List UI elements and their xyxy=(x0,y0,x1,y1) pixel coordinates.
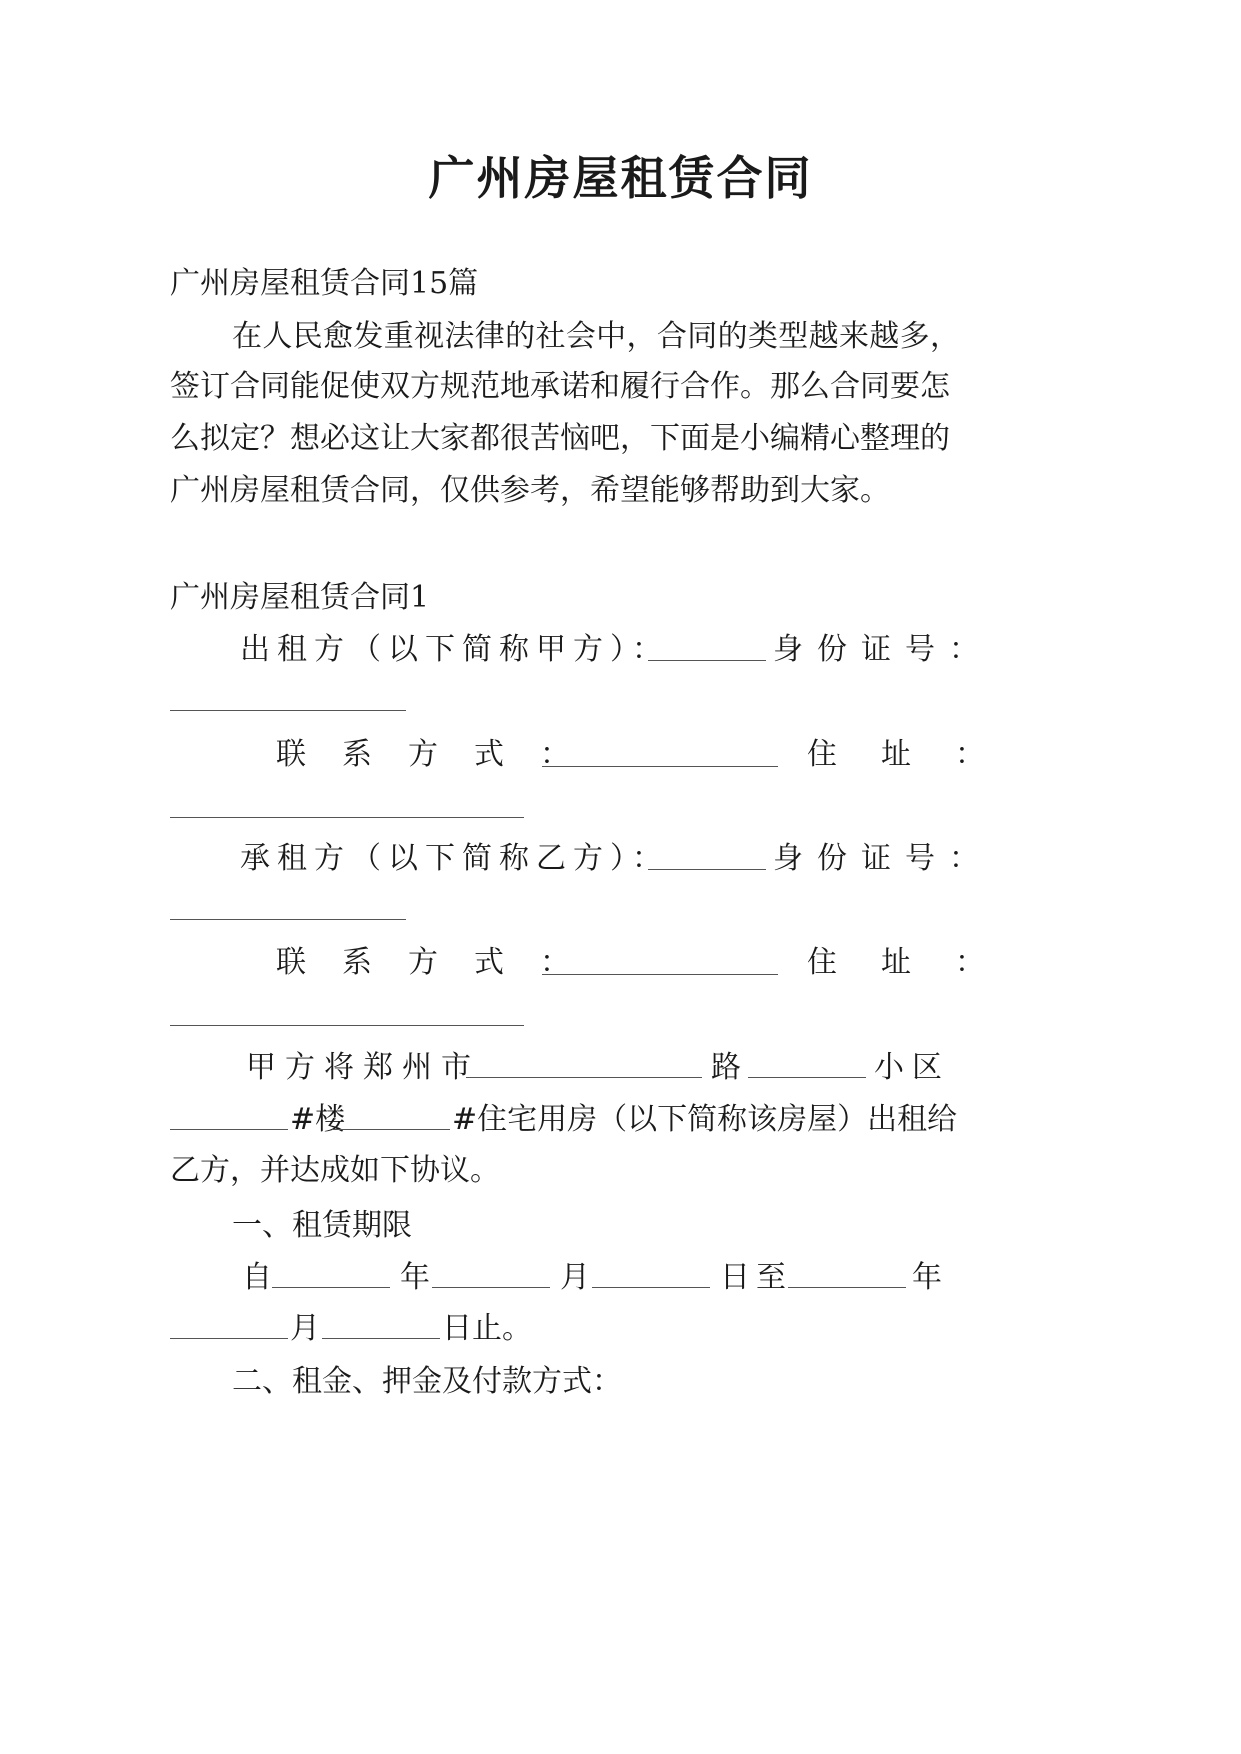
intro-line-3: 么拟定？想必这让大家都很苦恼吧，下面是小编精心整理的 xyxy=(170,421,950,456)
term-year-label: 年 xyxy=(400,1260,430,1295)
lessor-id-blank[interactable] xyxy=(170,710,406,711)
property-unit-blank[interactable] xyxy=(332,1129,450,1130)
lessor-id-label: 身份证号： xyxy=(773,632,993,667)
intro-line-4: 广州房屋租赁合同，仅供参考，希望能够帮助到大家。 xyxy=(170,473,890,508)
lessee-contact-blank[interactable] xyxy=(542,974,778,975)
property-community-label: 小区 xyxy=(874,1050,950,1085)
term-end-label: 日止。 xyxy=(442,1311,532,1346)
property-unit-label: #住宅用房（以下简称该房屋）出租给 xyxy=(452,1102,958,1137)
term-end-month-blank[interactable] xyxy=(170,1338,288,1339)
term-day-to-label: 日至 xyxy=(720,1260,792,1295)
lessee-id-blank[interactable] xyxy=(170,919,406,920)
property-building-blank[interactable] xyxy=(170,1129,288,1130)
term-heading: 一、租赁期限 xyxy=(232,1208,412,1243)
document-subtitle: 广州房屋租赁合同15篇 xyxy=(170,266,479,301)
property-building-label: #楼 xyxy=(290,1102,346,1137)
term-month-label: 月 xyxy=(560,1260,590,1295)
term-month2-label: 月 xyxy=(290,1311,320,1346)
term-start-year-blank[interactable] xyxy=(272,1287,390,1288)
lessee-contact-label: 联系方式： xyxy=(276,945,606,980)
property-community-blank[interactable] xyxy=(748,1077,866,1078)
lessee-address-label: 住址： xyxy=(807,945,1029,980)
lessee-name-blank[interactable] xyxy=(648,869,766,870)
document-title: 广州房屋租赁合同 xyxy=(428,151,813,205)
lessor-label: 出租方（以下简称甲方）： xyxy=(240,632,669,667)
term-end-year-blank[interactable] xyxy=(788,1287,906,1288)
lessee-label: 承租方（以下简称乙方）： xyxy=(240,841,669,876)
term-from: 自 xyxy=(242,1260,272,1295)
term-start-day-blank[interactable] xyxy=(592,1287,710,1288)
property-prefix: 甲方将郑州市 xyxy=(246,1050,480,1085)
term-end-day-blank[interactable] xyxy=(322,1338,440,1339)
lessee-address-blank[interactable] xyxy=(170,1025,524,1026)
section-heading: 广州房屋租赁合同1 xyxy=(170,580,430,615)
intro-line-2: 签订合同能促使双方规范地承诺和履行合作。那么合同要怎 xyxy=(170,369,950,404)
lessor-contact-label: 联系方式： xyxy=(276,737,606,772)
property-road-label: 路 xyxy=(711,1050,741,1085)
lessor-name-blank[interactable] xyxy=(648,660,766,661)
intro-line-1: 在人民愈发重视法律的社会中，合同的类型越来越多， xyxy=(232,319,960,354)
lessor-address-blank[interactable] xyxy=(170,817,524,818)
lessor-address-label: 住址： xyxy=(807,737,1029,772)
term-start-month-blank[interactable] xyxy=(432,1287,550,1288)
property-road-blank[interactable] xyxy=(466,1077,702,1078)
lessee-id-label: 身份证号： xyxy=(773,841,993,876)
term-year2-label: 年 xyxy=(912,1260,942,1295)
lessor-contact-blank[interactable] xyxy=(542,766,778,767)
rent-heading: 二、租金、押金及付款方式： xyxy=(232,1364,622,1399)
property-tail: 乙方，并达成如下协议。 xyxy=(170,1153,500,1188)
